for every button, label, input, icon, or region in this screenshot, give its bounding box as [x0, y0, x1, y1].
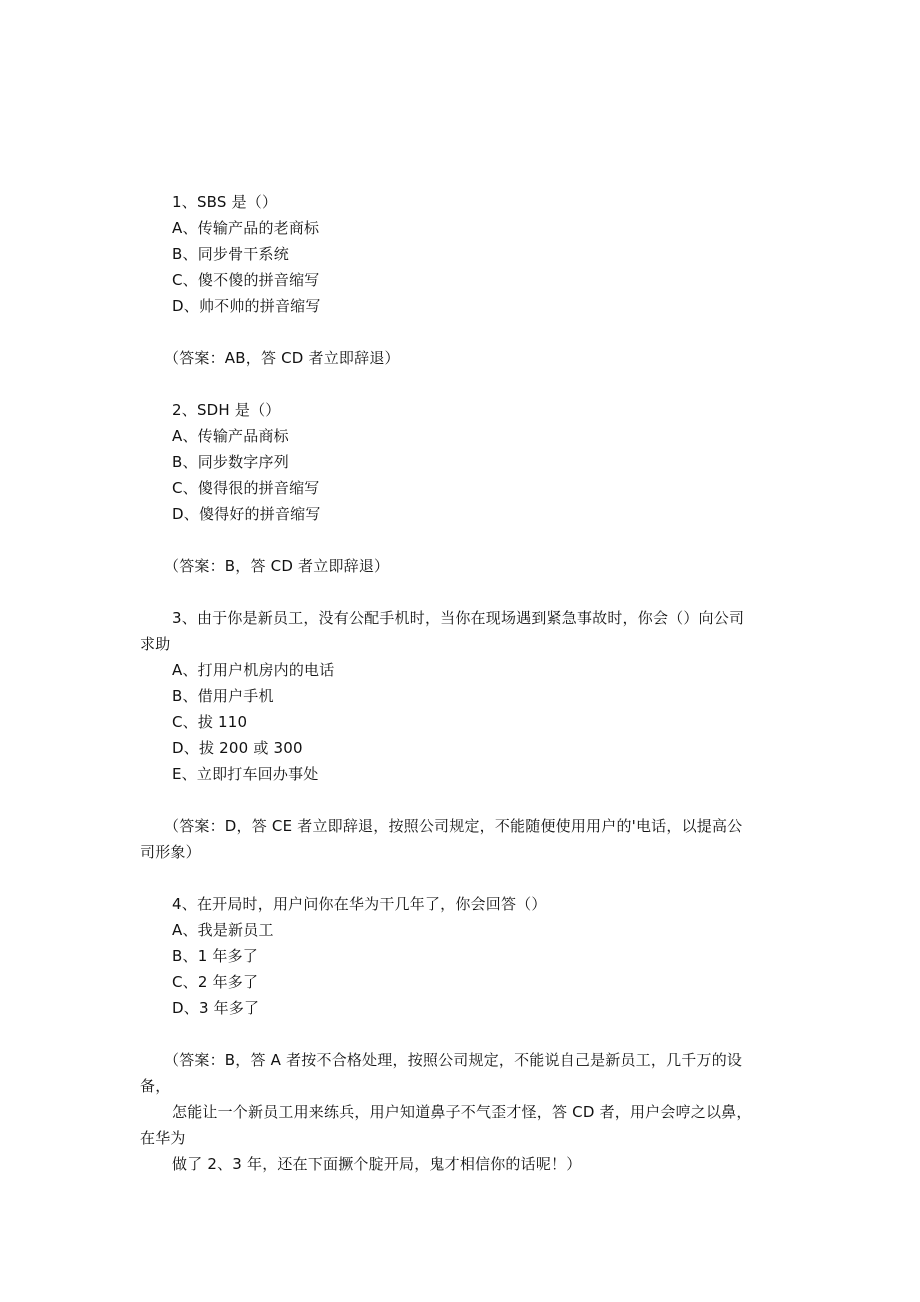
- question-3-continued: 求助: [140, 635, 171, 653]
- q2-option-d: D、傻得好的拼音缩写: [172, 505, 321, 523]
- question-2: 2、SDH 是（）: [172, 401, 281, 419]
- q3-option-c: C、拔 110: [172, 713, 248, 731]
- q1-option-a: A、传输产品的老商标: [172, 219, 320, 237]
- q1-option-d: D、帅不帅的拼音缩写: [172, 297, 321, 315]
- q3-answer-continued: 司形象）: [140, 843, 201, 861]
- question-1: 1、SBS 是（）: [172, 193, 278, 211]
- q2-option-a: A、传输产品商标: [172, 427, 289, 445]
- q3-answer: （答案：D，答 CE 者立即辞退，按照公司规定，不能随便使用用户的'电话，以提高公: [164, 817, 743, 835]
- q4-option-d: D、3 年多了: [172, 999, 260, 1017]
- question-3: 3、由于你是新员工，没有公配手机时，当你在现场遇到紧急事故时，你会（）向公司: [172, 609, 745, 627]
- q4-answer-line-4: 在华为: [140, 1129, 186, 1147]
- q4-option-a: A、我是新员工: [172, 921, 274, 939]
- q4-answer-line-5: 做了 2、3 年，还在下面撅个腚开局，鬼才相信你的话呢！）: [172, 1155, 582, 1173]
- q3-option-d: D、拔 200 或 300: [172, 739, 303, 757]
- q4-answer-line-1: （答案：B，答 A 者按不合格处理，按照公司规定，不能说自己是新员工，几千万的设: [164, 1051, 743, 1069]
- q1-answer: （答案：AB，答 CD 者立即辞退）: [164, 349, 400, 367]
- q4-answer-line-3: 怎能让一个新员工用来练兵，用户知道鼻子不气歪才怪，答 CD 者，用户会哼之以鼻，: [172, 1103, 752, 1121]
- q1-option-b: B、同步骨干系统: [172, 245, 289, 263]
- q2-answer: （答案：B，答 CD 者立即辞退）: [164, 557, 390, 575]
- q2-option-c: C、傻得很的拼音缩写: [172, 479, 320, 497]
- q3-option-a: A、打用户机房内的电话: [172, 661, 335, 679]
- q2-option-b: B、同步数字序列: [172, 453, 289, 471]
- q1-option-c: C、傻不傻的拼音缩写: [172, 271, 320, 289]
- q4-option-c: C、2 年多了: [172, 973, 259, 991]
- question-4: 4、在开局时，用户问你在华为干几年了，你会回答（）: [172, 895, 547, 913]
- q3-option-b: B、借用户手机: [172, 687, 274, 705]
- q4-option-b: B、1 年多了: [172, 947, 259, 965]
- q4-answer-line-2: 备，: [140, 1077, 171, 1095]
- q3-option-e: E、立即打车回办事处: [172, 765, 319, 783]
